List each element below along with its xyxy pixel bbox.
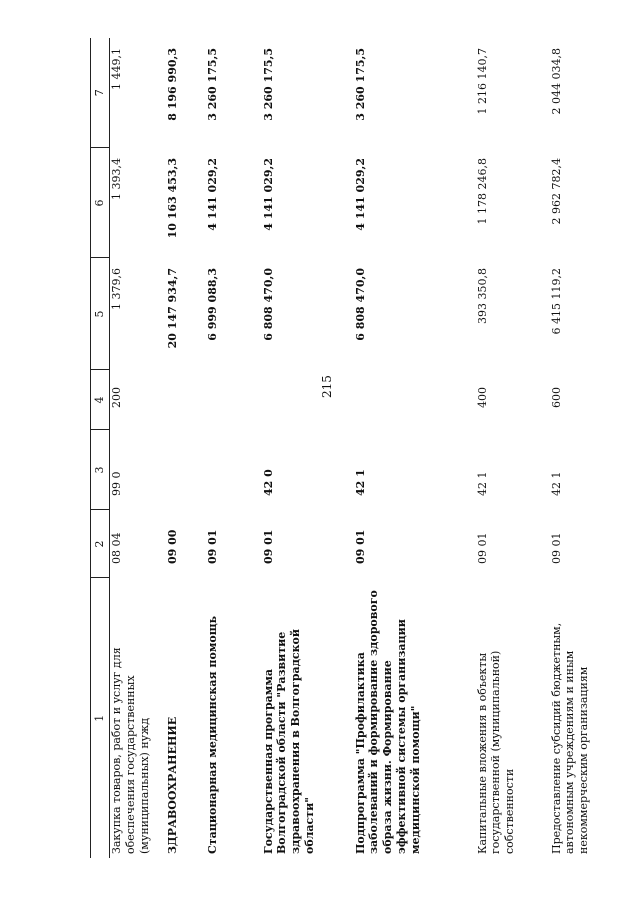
row-amount-col6: 1 178 246,8 [475,158,489,225]
row-amount-col6: 1 393,4 [110,158,123,200]
header-row [91,38,110,858]
header-col-4: 4 [91,370,110,430]
table-row [354,38,476,858]
row-amount-col5: 1 379,6 [110,268,123,310]
row-program-code: 42 1 [549,471,563,496]
row-program-code: 42 1 [475,471,489,496]
row-section-code: 09 01 [205,529,219,564]
table-row [110,38,166,858]
row-name: Предоставление субсидий бюджетным, автономным учреждениям и иным некоммерческим организациям [549,622,590,854]
row-amount-col7: 1 449,1 [110,48,123,90]
row-section-code: 09 01 [353,529,367,564]
row-program-code [206,430,262,510]
row-section-code: 09 01 [475,532,489,564]
row-amount-col7: 2 044 034,8 [549,48,563,115]
table-row [550,38,640,858]
row-name: Подпрограмма "Профилактика заболеваний и формирование здорового образа жизни. Формирование эффективной системы организации медицинской помощи" [353,590,422,854]
row-program-code: 42 1 [353,469,367,496]
row-amount-col6: 2 962 782,4 [549,158,563,225]
row-amount-col5: 20 147 934,7 [165,268,179,349]
row-amount-col6: 4 141 029,2 [353,158,367,231]
header-col-3: 3 [91,430,110,510]
header-col-6: 6 [91,148,110,258]
table-row [262,38,354,858]
row-name: Стационарная медицинская помощь [205,615,219,854]
row-amount-col7: 3 260 175,5 [261,48,275,121]
row-amount-col7: 8 196 990,3 [165,48,179,121]
row-expense-type [354,370,476,430]
page-number: 215 [320,375,334,398]
row-amount-col7: 3 260 175,5 [205,48,219,121]
row-amount-col5: 6 808 470,0 [353,268,367,341]
row-name: Государственная программа Волгоградской области "Развитие здравоохранения в Волгоградской области" [261,628,316,854]
row-section-code: 08 04 [110,532,123,564]
row-expense-type [166,370,206,430]
row-expense-type [262,370,354,430]
rotated-table-wrapper [90,38,610,858]
row-program-code [166,430,206,510]
row-amount-col6: 4 141 029,2 [205,158,219,231]
row-amount-col6: 10 163 453,3 [165,158,179,239]
budget-table [90,38,640,858]
row-amount-col7: 3 260 175,5 [353,48,367,121]
row-section-code: 09 01 [549,532,563,564]
row-amount-col5: 393 350,8 [475,268,489,324]
row-name: ЗДРАВООХРАНЕНИЕ [165,716,179,854]
table-row [476,38,550,858]
row-amount-col7: 1 216 140,7 [475,48,489,115]
row-section-code: 09 01 [261,529,275,564]
row-amount-col5: 6 808 470,0 [261,268,275,341]
table-body [110,38,640,858]
row-amount-col6: 4 141 029,2 [261,158,275,231]
row-expense-type: 400 [475,387,489,408]
row-name: Капитальные вложения в объекты государственной (муниципальной) собственности [475,650,516,854]
row-expense-type: 200 [110,387,123,408]
table-row [206,38,262,858]
header-col-5: 5 [91,258,110,370]
row-expense-type: 600 [549,387,563,408]
header-col-1: 1 [91,578,110,858]
row-program-code: 42 0 [261,469,275,496]
row-section-code: 09 00 [165,529,179,564]
row-amount-col5: 6 415 119,2 [549,268,563,335]
table-row [166,38,206,858]
row-program-code: 99 0 [110,471,123,496]
header-col-7: 7 [91,38,110,148]
row-expense-type [206,370,262,430]
header-col-2: 2 [91,510,110,578]
row-name: Закупка товаров, работ и услуг для обеспечения государственных (муниципальных) нужд [110,647,151,854]
row-amount-col5: 6 999 088,3 [205,268,219,341]
